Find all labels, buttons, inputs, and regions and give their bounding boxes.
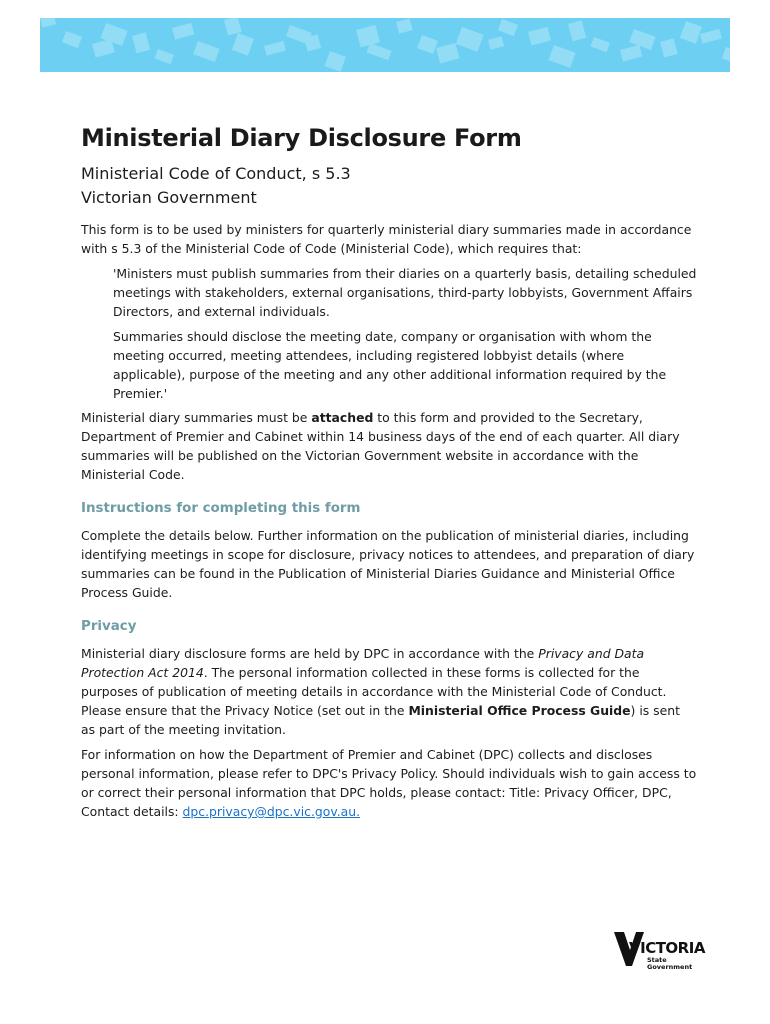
banner-pattern-shape — [40, 18, 56, 28]
attachment-paragraph — [81, 408, 697, 484]
banner-pattern-shape — [660, 38, 678, 57]
logo-state: State — [647, 956, 667, 964]
banner-pattern-shape — [488, 36, 504, 49]
process-guide-reference: Ministerial Office Process Guide — [408, 703, 631, 718]
banner-pattern-shape — [591, 37, 610, 52]
attached-emphasis: attached — [311, 410, 374, 425]
banner-pattern-shape — [680, 21, 702, 44]
banner-pattern-shape — [436, 43, 459, 64]
victoria-government-logo — [614, 930, 704, 974]
banner-pattern-shape — [232, 33, 254, 56]
subtitle-code: Ministerial Code of Conduct, s 5.3 — [81, 164, 351, 183]
banner-pattern — [40, 18, 730, 72]
banner-pattern-shape — [193, 41, 219, 62]
header-banner — [40, 18, 730, 72]
privacy-paragraph — [81, 644, 697, 739]
quote-paragraph-2: Summaries should disclose the meeting date, company or organisation with whom the meeting occurred, meeting attendees, including registered lobbyist details (where applicable), purpose of the meeting and any other additional information required by the Premier.' — [113, 329, 667, 401]
privacy-text-before: Ministerial diary disclosure forms are held by DPC in accordance with the — [81, 646, 539, 661]
banner-pattern-shape — [568, 20, 586, 41]
logo-wordmark: VICTORIA — [629, 939, 705, 957]
instructions-paragraph: Complete the details below. Further information on the publication of ministerial diaries, including identifying meetings in scope for disclosure, privacy notices to attendees, and preparation of diary summaries can be found in the Publication of Ministerial Diaries Guidance and Ministerial Office Process Guide. — [81, 528, 695, 600]
privacy-heading: Privacy — [81, 619, 137, 634]
privacy-act-title: Privacy and Data Protection Act 2014 — [81, 646, 645, 680]
privacy-text-middle: . The personal information collected in these forms is collected for the purposes of publication of meeting details in accordance with the Ministerial Code of Conduct. Please ensure that the Privacy Notice (set out in the — [81, 665, 667, 718]
banner-pattern-shape — [367, 43, 392, 60]
banner-pattern-shape — [62, 31, 82, 48]
banner-pattern-shape — [722, 47, 730, 66]
banner-pattern-shape — [325, 51, 346, 72]
banner-pattern-shape — [417, 35, 438, 54]
banner-pattern-shape — [456, 27, 484, 52]
banner-pattern-shape — [172, 23, 194, 40]
quote-paragraph-1: 'Ministers must publish summaries from their diaries on a quarterly basis, detailing scheduled meetings with stakeholders, external organisations, third-party lobbyists, Government Affairs Directors, and external individuals. — [113, 266, 697, 319]
subtitle-government: Victorian Government — [81, 188, 257, 207]
contact-paragraph — [81, 745, 697, 821]
banner-pattern-shape — [528, 27, 551, 46]
banner-pattern-shape — [356, 25, 380, 48]
instructions-heading: Instructions for completing this form — [81, 501, 361, 516]
banner-pattern-shape — [549, 45, 576, 68]
attachment-text-before: Ministerial diary summaries must be — [81, 410, 312, 425]
page-title: Ministerial Diary Disclosure Form — [81, 124, 522, 152]
banner-pattern-shape — [224, 18, 242, 35]
privacy-email-link[interactable]: dpc.privacy@dpc.vic.gov.au. — [182, 804, 361, 819]
intro-paragraph: This form is to be used by ministers for quarterly ministerial diary summaries made in accordance with s 5.3 of the Ministerial Code of Code (Ministerial Code), which requires that: — [81, 222, 692, 256]
banner-pattern-shape — [396, 18, 413, 33]
banner-pattern-shape — [132, 32, 150, 53]
privacy-text-after: ) is sent as part of the meeting invitation. — [81, 703, 680, 737]
banner-pattern-shape — [155, 49, 174, 64]
logo-subtext — [647, 957, 692, 971]
banner-pattern-shape — [700, 29, 722, 44]
banner-pattern-shape — [498, 19, 518, 36]
banner-pattern-shape — [620, 45, 642, 62]
logo-government: Government — [647, 963, 693, 971]
banner-pattern-shape — [264, 41, 286, 56]
contact-text: For information on how the Department of Premier and Cabinet (DPC) collects and discloses personal information, please refer to DPC's Privacy Policy. Should individuals wish to gain access to or correct their personal information that DPC holds, please contact: Title: Privacy Officer, DPC, Contact details: — [81, 747, 697, 819]
form-content — [81, 122, 697, 821]
attachment-text-after: to this form and provided to the Secretary, Department of Premier and Cabinet within 14 business days of the end of each quarter. All diary summaries will be published on the Victorian Government website in accordance with the Ministerial Code. — [81, 410, 680, 482]
